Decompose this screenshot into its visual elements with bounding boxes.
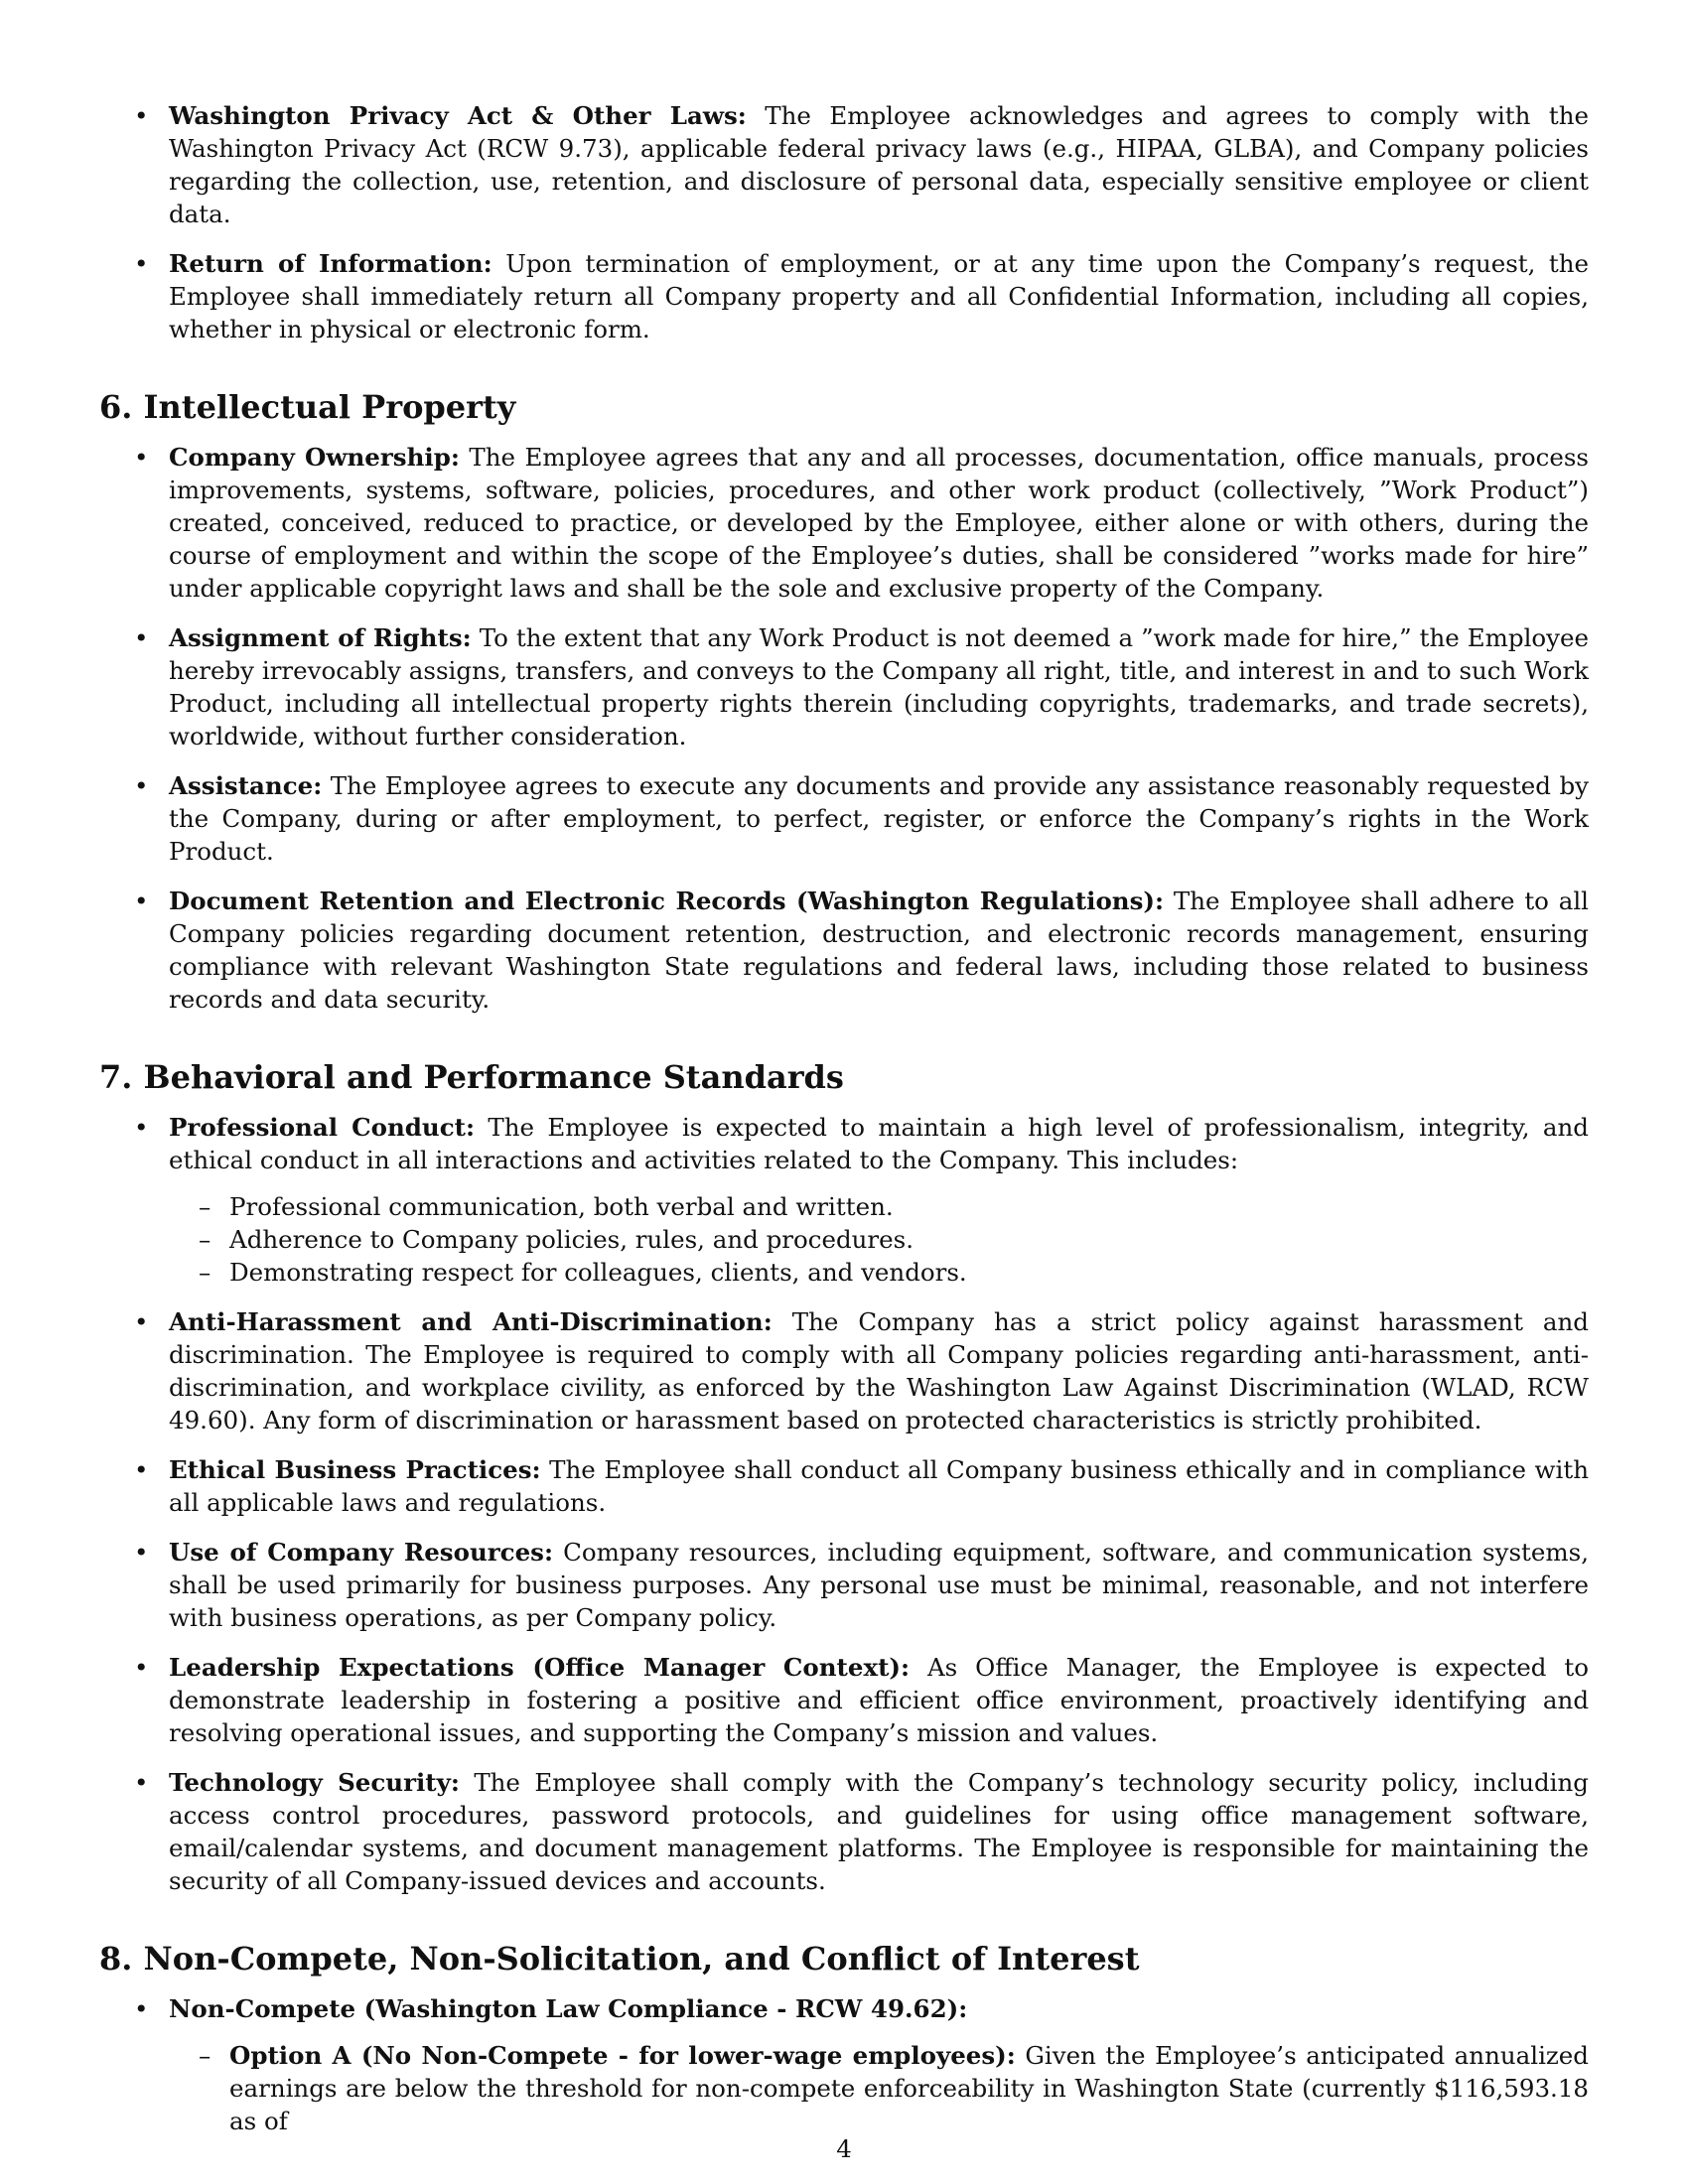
list-item — [99, 1651, 1589, 1749]
sub-list-item — [169, 2039, 1589, 2137]
item-text: Company resources, including equipment, software, and communication systems, shall be used primarily for business purposes. Any personal use must be minimal, reasonable, and not interfere with business operations, as per Company policy. — [169, 1538, 1589, 1632]
section-8-heading: 8. Non-Compete, Non-Solicitation, and Conflict of Interest — [99, 1940, 1140, 1978]
item-label: Non-Compete (Washington Law Compliance - RCW 49.62): — [169, 1994, 968, 2023]
item-text: The Employee shall adhere to all Company policies regarding document retention, destruction, and electronic records management, ensuring compliance with relevant Washington State regulations and federal laws, including those related to business records and data security. — [169, 887, 1589, 1014]
item-label: Return of Information: — [169, 249, 492, 278]
item-label: Assignment of Rights: — [169, 623, 472, 652]
list-item — [99, 99, 1589, 230]
list-item — [99, 885, 1589, 1016]
item-label: Professional Conduct: — [169, 1113, 476, 1142]
list-item — [99, 1992, 1589, 2137]
item-label: Washington Privacy Act & Other Laws: — [169, 101, 747, 130]
item-text: The Employee agrees that any and all processes, documentation, office manuals, process improvements, systems, software, policies, procedures, and other work product (collectively, ”Work Product”) created, conceived, reduced to practice, or developed by the Employee, either alone or with others, during the course of employment and within the scope of the Employee’s duties, shall be considered ”works made for hire” under applicable copyright laws and shall be the sole and exclusive property of the Company. — [169, 443, 1589, 603]
item-label: Ethical Business Practices: — [169, 1455, 541, 1484]
page-number: 4 — [836, 2134, 852, 2163]
section-8-list — [99, 1992, 1589, 2137]
item-label: Company Ownership: — [169, 443, 460, 472]
section-7-heading: 7. Behavioral and Performance Standards — [99, 1058, 844, 1096]
document-page — [99, 99, 1589, 2154]
item-label: Assistance: — [169, 771, 323, 800]
item-text: The Employee acknowledges and agrees to comply with the Washington Privacy Act (RCW 9.73), applicable federal privacy laws (e.g., HIPAA, GLBA), and Company policies regarding the collection, use, retention, and disclosure of personal data, especially sensitive employee or client data. — [169, 101, 1590, 228]
item-text: The Employee shall comply with the Company’s technology security policy, including access control procedures, password protocols, and guidelines for using office management software, email/calendar systems, and document management platforms. The Employee is responsible for maintaining the security of all Company-issued devices and accounts. — [169, 1768, 1589, 1895]
list-item — [99, 621, 1589, 752]
item-label: Use of Company Resources: — [169, 1538, 554, 1567]
list-item — [99, 1536, 1589, 1634]
list-item — [99, 1111, 1589, 1289]
section-6-list — [99, 441, 1589, 1016]
list-item — [99, 1766, 1589, 1897]
list-item — [99, 247, 1589, 345]
sub-list-item: – Adherence to Company policies, rules, and procedures. — [169, 1223, 1589, 1256]
sub-list — [169, 1190, 1589, 1289]
option-a-label: Option A (No Non-Compete - for lower-wage employees): — [229, 2041, 1016, 2070]
list-item — [99, 769, 1589, 868]
item-text: The Employee agrees to execute any documents and provide any assistance reasonably requested by the Company, during or after employment, to perfect, register, or enforce the Company’s rights in the Work Product. — [169, 771, 1589, 866]
list-item — [99, 441, 1589, 605]
item-text: As Office Manager, the Employee is expected to demonstrate leadership in fostering a positive and efficient office environment, proactively identifying and resolving operational issues, and supporting the Company’s mission and values. — [169, 1653, 1589, 1747]
list-item — [99, 1453, 1589, 1519]
item-text: The Employee is expected to maintain a high level of professionalism, integrity, and ethical conduct in all interactions and activities related to the Company. This includes: — [169, 1113, 1589, 1174]
item-text: The Company has a strict policy against harassment and discrimination. The Employee is required to comply with all Company policies regarding anti-harassment, anti-discrimination, and workplace civility, as enforced by the Washington Law Against Discrimination (WLAD, RCW 49.60). Any form of discrimination or harassment based on protected characteristics is strictly prohibited. — [169, 1307, 1589, 1434]
sub-list-item: – Demonstrating respect for colleagues, clients, and vendors. — [169, 1256, 1589, 1289]
option-a-text: Given the Employee’s anticipated annualized earnings are below the threshold for non-compete enforceability in Washington State (currently $116,593.18 as of — [229, 2041, 1589, 2135]
sub-list — [169, 2039, 1589, 2137]
item-label: Document Retention and Electronic Records (Washington Regulations): — [169, 887, 1165, 915]
item-text: Upon termination of employment, or at any time upon the Company’s request, the Employee shall immediately return all Company property and all Confidential Information, including all copies, whether in physical or electronic form. — [169, 249, 1590, 343]
item-label: Anti-Harassment and Anti-Discrimination: — [169, 1307, 773, 1336]
list-item — [99, 1305, 1589, 1436]
section-7-list — [99, 1111, 1589, 1897]
item-label: Technology Security: — [169, 1768, 460, 1797]
item-label: Leadership Expectations (Office Manager Context): — [169, 1653, 911, 1682]
item-text: To the extent that any Work Product is not deemed a ”work made for hire,” the Employee hereby irrevocably assigns, transfers, and conveys to the Company all right, title, and interest in and to such Work Product, including all intellectual property rights therein (including copyrights, trademarks, and trade secrets), worldwide, without further consideration. — [169, 623, 1589, 751]
section-5-list — [99, 99, 1589, 345]
section-6-heading: 6. Intellectual Property — [99, 388, 516, 426]
item-text: The Employee shall conduct all Company business ethically and in compliance with all applicable laws and regulations. — [169, 1455, 1589, 1517]
sub-list-item: – Professional communication, both verbal and written. — [169, 1190, 1589, 1223]
